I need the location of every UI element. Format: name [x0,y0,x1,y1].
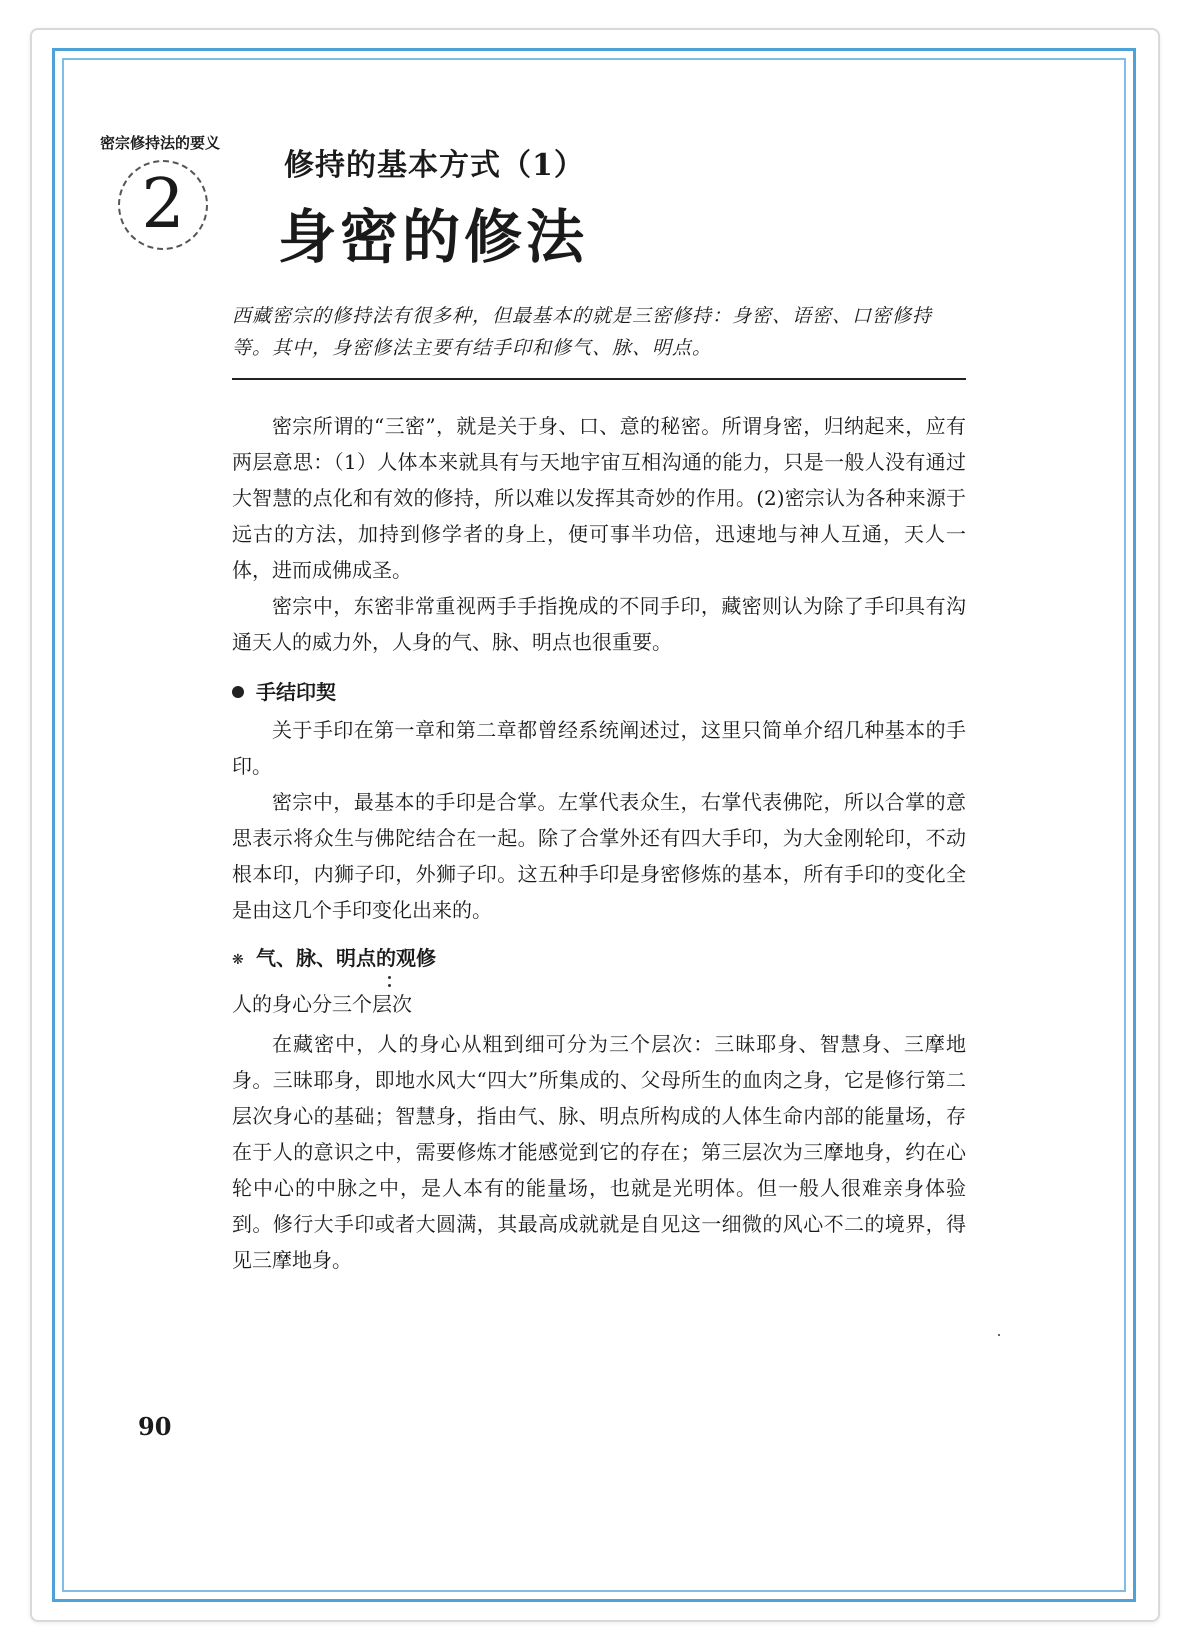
page-title: 身密的修法 [278,203,589,271]
section-qi-body [232,1026,966,1278]
section-heading-mudra [232,676,336,705]
print-speck [998,1334,1000,1336]
page-subtitle: 修持的基本方式（1） [284,148,585,183]
section-intro-body [232,408,966,660]
swirl-icon: ❋ [232,951,244,968]
body-paragraph: 关于手印在第一章和第二章都曾经系统阐述过，这里只简单介绍几种基本的手印。 [232,718,966,778]
intro-summary: 西藏密宗的修持法有很多种，但最基本的就是三密修持：身密、语密、口密修持等。其中，身密修法主要有结手印和修气、脉、明点。 [232,305,933,359]
chapter-label: 密宗修持法的要义 [100,134,221,152]
page-number: 90 [138,1412,172,1441]
section-heading-text: 气、脉、明点的观修 [256,946,436,970]
section-mudra-body [232,712,966,928]
body-paragraph: 密宗中，最基本的手印是合掌。左掌代表众生，右掌代表佛陀，所以合掌的意思表示将众生与佛陀结合在一起。除了合掌外还有四大手印，为大金刚轮印，不动根本印，内狮子印，外狮子印。这五种手印是身密修炼的基本，所有手印的变化全是由这几个手印变化出来的。 [232,790,966,922]
print-speck [388,984,391,987]
chapter-number: 2 [141,165,185,244]
intro-divider [232,378,966,380]
bullet-dot-icon [232,686,244,698]
print-speck [388,976,391,979]
body-paragraph: 密宗中，东密非常重视两手手指挽成的不同手印，藏密则认为除了手印具有沟通天人的威力外，人身的气、脉、明点也很重要。 [232,594,966,654]
body-paragraph: 在藏密中，人的身心从粗到细可分为三个层次：三昧耶身、智慧身、三摩地身。三昧耶身，即地水风大“四大”所集成的、父母所生的血肉之身，它是修行第二层次身心的基础；智慧身，指由气、脉、明点所构成的人体生命内部的能量场，存在于人的意识之中，需要修炼才能感觉到它的存在；第三层次为三摩地身，约在心轮中心的中脉之中，是人本有的能量场，也就是光明体。但一般人很难亲身体验到。修行大手印或者大圆满，其最高成就就是自见这一细微的风心不二的境界，得见三摩地身。 [232,1032,966,1272]
subsection-heading: 人的身心分三个层次 [232,992,412,1016]
section-heading-qi [232,942,436,971]
section-heading-text: 手结印契 [256,680,336,704]
body-paragraph: 密宗所谓的“三密”，就是关于身、口、意的秘密。所谓身密，归纳起来，应有两层意思：（1）人体本来就具有与天地宇宙互相沟通的能力，只是一般人没有通过大智慧的点化和有效的修持，所以难以发挥其奇妙的作用。(2)密宗认为各种来源于远古的方法，加持到修学者的身上，便可事半功倍，迅速地与神人互通，天人一体，进而成佛成圣。 [232,414,966,582]
